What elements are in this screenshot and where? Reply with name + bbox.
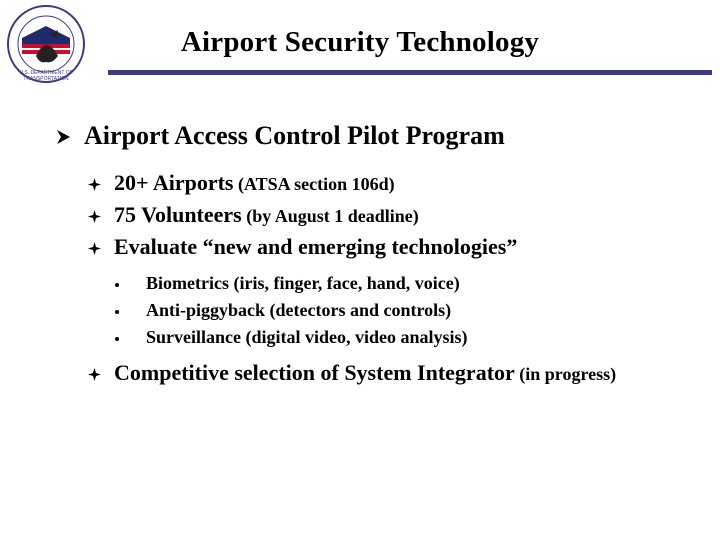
dot-bullet-icon — [115, 337, 119, 341]
sub-list-item-text: Anti-piggyback (detectors and controls) — [146, 300, 452, 320]
list-item-note: (ATSA section 106d) — [233, 174, 395, 194]
list-item-main: Competitive selection of System Integrator — [114, 360, 515, 385]
outline-heading-text: Airport Access Control Pilot Program — [84, 121, 505, 150]
page-title: Airport Security Technology — [180, 26, 540, 58]
list-item-main: Evaluate “new and emerging technologies” — [114, 234, 518, 259]
arrowhead-bullet-icon — [57, 130, 70, 144]
dot-bullet-icon — [115, 310, 119, 314]
sub-list-item-text: Surveillance (digital video, video analysis) — [146, 327, 468, 347]
svg-text:TRANSPORTATION: TRANSPORTATION — [23, 76, 69, 82]
list-item-main: 75 Volunteers — [114, 202, 242, 227]
diamond-bullet-icon — [88, 242, 101, 255]
list-item-note: (in progress) — [514, 364, 617, 384]
title-underline-rule — [108, 70, 712, 75]
dot-bullet-icon — [115, 283, 119, 287]
list-item-note: (by August 1 deadline) — [241, 206, 419, 226]
list-item-main: 20+ Airports — [114, 170, 234, 195]
sub-list-item-text: Biometrics (iris, finger, face, hand, voice) — [146, 273, 460, 293]
diamond-bullet-icon — [88, 368, 101, 381]
diamond-bullet-icon — [88, 210, 101, 223]
diamond-bullet-icon — [88, 178, 101, 191]
svg-text:U.S. DEPARTMENT OF: U.S. DEPARTMENT OF — [19, 70, 73, 76]
